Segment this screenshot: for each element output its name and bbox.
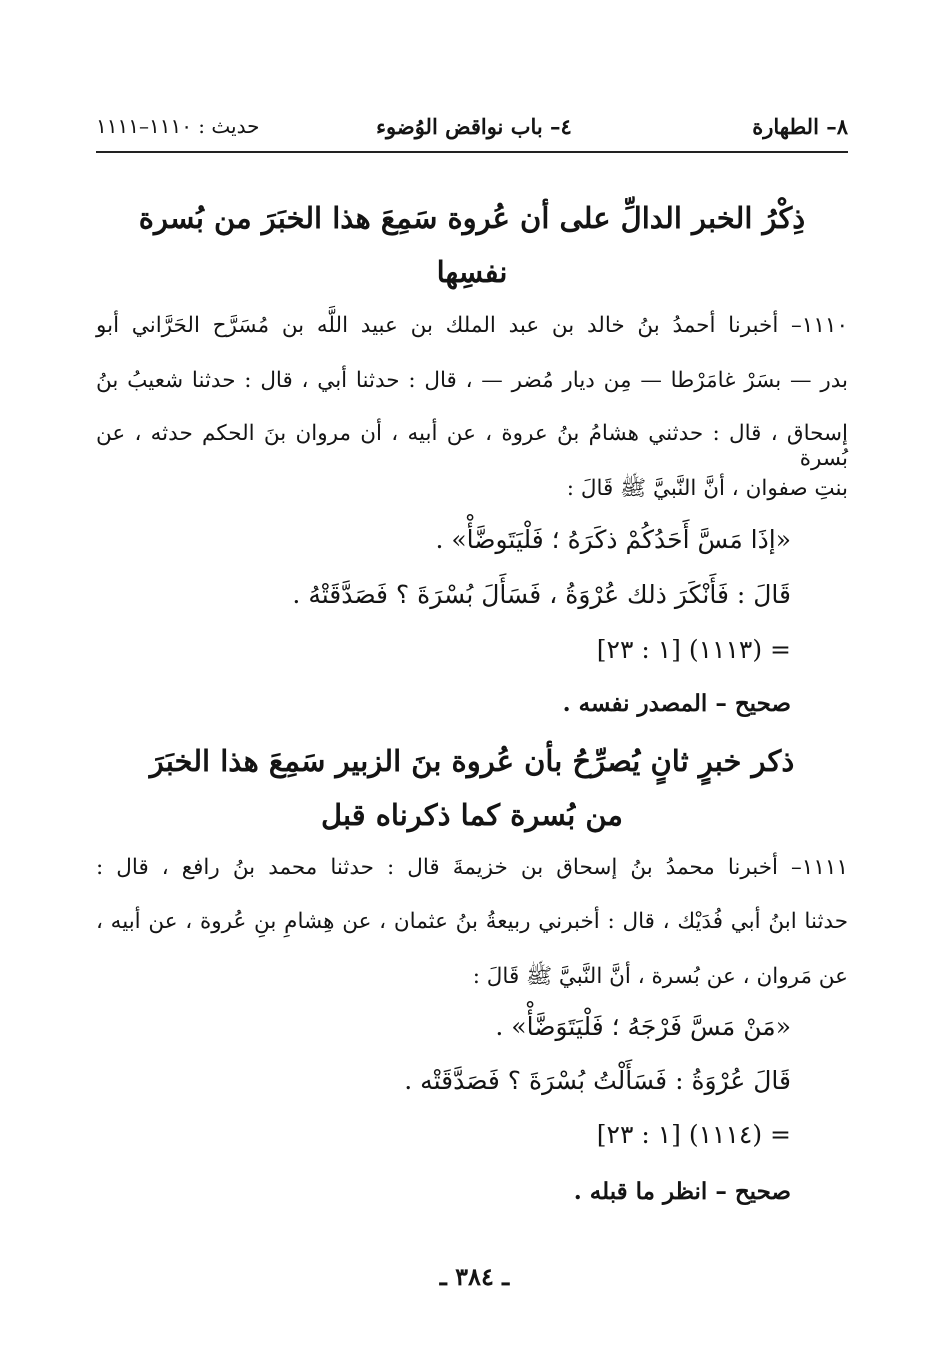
page-number: ـ ٣٨٤ ـ (439, 1262, 510, 1291)
section-heading-line: ذِكْرُ الخبر الدالِّ على أن عُروة سَمِعَ هذا الخبَرَ من بُسرة (138, 201, 806, 235)
hadith-range: حديث : ١١١٠–١١١١ (96, 114, 260, 138)
prophetic-quote: «إذَا مَسَّ أَحَدُكُمْ ذكَرَهُ ؛ فَلْيَتَوضَّأْ» . (435, 525, 791, 554)
section-heading-line: نفسِها (436, 255, 508, 289)
hadith-text-line: بنتِ صفوان ، أنَّ النَّبيَّ ﷺ قَالَ : (566, 476, 848, 501)
header-rule (96, 151, 848, 153)
section-heading-line: من بُسرة كما ذكرناه قبل (321, 798, 623, 832)
cross-reference: = (١١١٣) [١ : ٢٣] (596, 635, 791, 664)
chapter-title: ٤– باب نواقض الوُضوء (376, 114, 572, 139)
narrator-comment: قَالَ عُرْوَةُ : فَسَأَلْتُ بُسْرَةَ ؟ فَصَدَّقَتْه . (404, 1066, 791, 1095)
hadith-text-line: ١١١١– أخبرنا محمدُ بنُ إسحاق بن خزيمةَ قال : حدثنا محمد بنُ رافع ، قال : (96, 855, 848, 880)
book-title: ٨– الطهارة (752, 114, 848, 139)
hadith-text-line: إسحاق ، قال : حدثني هشامُ بنُ عروة ، عن أبيه ، أن مروان بنَ الحكم حدثه ، عن بُسرة (96, 421, 848, 471)
cross-reference: = (١١١٤) [١ : ٢٣] (596, 1120, 791, 1149)
section-heading-line: ذكر خبرٍ ثانٍ يُصرِّحُ بأن عُروة بنَ الزبير سَمِعَ هذا الخبَرَ (149, 744, 795, 778)
hadith-text-line: ١١١٠– أخبرنا أحمدُ بنُ خالد بن عبد الملك بن عبيد اللَّه بن مُسَرَّح الحَرَّاني أبو (96, 313, 848, 338)
prophetic-quote: «مَنْ مَسَّ فَرْجَهُ ؛ فَلْيَتَوَضَّأْ» . (495, 1012, 791, 1041)
grading-verdict: صحيح – انظر ما قبله . (573, 1178, 791, 1205)
hadith-text-line: بدر — بسَرْ غامَرْطا — مِن ديار مُضر — ، قال : حدثنا أبي ، قال : حدثنا شعيبُ بنُ (96, 368, 848, 393)
hadith-text-line: حدثنا ابنُ أبي فُدَيْك ، قال : أخبرني ربيعةُ بنُ عثمان ، عن هِشامِ بنِ عُروة ، عن أبيه ، (96, 909, 848, 934)
grading-verdict: صحيح – المصدر نفسه . (562, 690, 791, 717)
hadith-text-line: عن مَروان ، عن بُسرة ، أنَّ النَّبيَّ ﷺ قَالَ : (472, 964, 848, 989)
narrator-comment: قَالَ : فَأَنْكَرَ ذلك عُرْوَةُ ، فَسَأَلَ بُسْرَةَ ؟ فَصَدَّقَتْهُ . (292, 580, 791, 609)
running-header (96, 114, 848, 148)
